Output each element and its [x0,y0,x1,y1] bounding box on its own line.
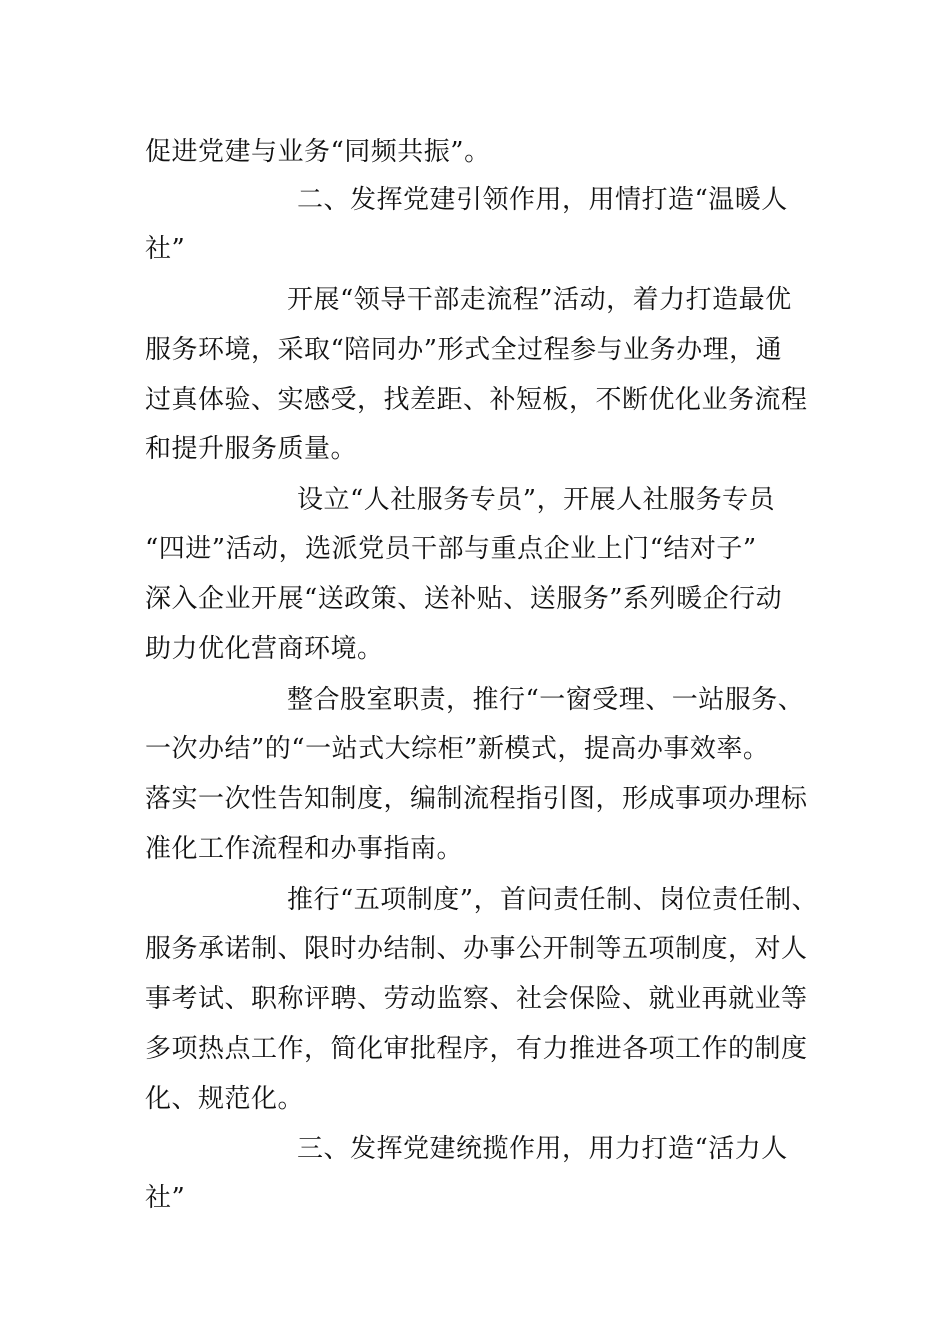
text-line: 一次办结”的“一站式大综柜”新模式，提高办事效率。 [145,734,770,764]
text-line: 深入企业开展“送政策、送补贴、送服务”系列暖企行动 [145,584,783,614]
text-line: “四进”活动，选派党员干部与重点企业上门“结对子” [145,534,757,564]
section-heading-2: 二、发挥党建引领作用，用情打造“温暖人 [297,185,788,215]
text-line: 多项热点工作，简化审批程序，有力推进各项工作的制度 [145,1034,808,1064]
text-line: 助力优化营商环境。 [145,634,384,664]
text-line: 设立“人社服务专员”，开展人社服务专员 [297,485,776,515]
text-line: 服务环境，采取“陪同办”形式全过程参与业务办理，通 [145,335,783,365]
text-line: 落实一次性告知制度，编制流程指引图，形成事项办理标 [145,784,808,814]
section-heading-3: 三、发挥党建统揽作用，用力打造“活力人 [297,1134,788,1164]
text-line: 事考试、职称评聘、劳动监察、社会保险、就业再就业等 [145,984,808,1014]
text-line: 整合股室职责，推行“一窗受理、一站服务、 [287,685,805,715]
text-line: 开展“领导干部走流程”活动，着力打造最优 [287,285,792,315]
section-heading-3-cont: 社” [145,1183,186,1213]
text-line: 化、规范化。 [145,1084,305,1114]
section-heading-2-cont: 社” [145,234,186,264]
text-line: 准化工作流程和办事指南。 [145,834,464,864]
text-line: 推行“五项制度”，首问责任制、岗位责任制、 [287,885,819,915]
text-line: 服务承诺制、限时办结制、办事公开制等五项制度，对人 [145,934,808,964]
text-line: 过真体验、实感受，找差距、补短板，不断优化业务流程 [145,385,808,415]
text-line: 和提升服务质量。 [145,434,358,464]
text-line: 促进党建与业务“同频共振”。 [145,137,491,167]
